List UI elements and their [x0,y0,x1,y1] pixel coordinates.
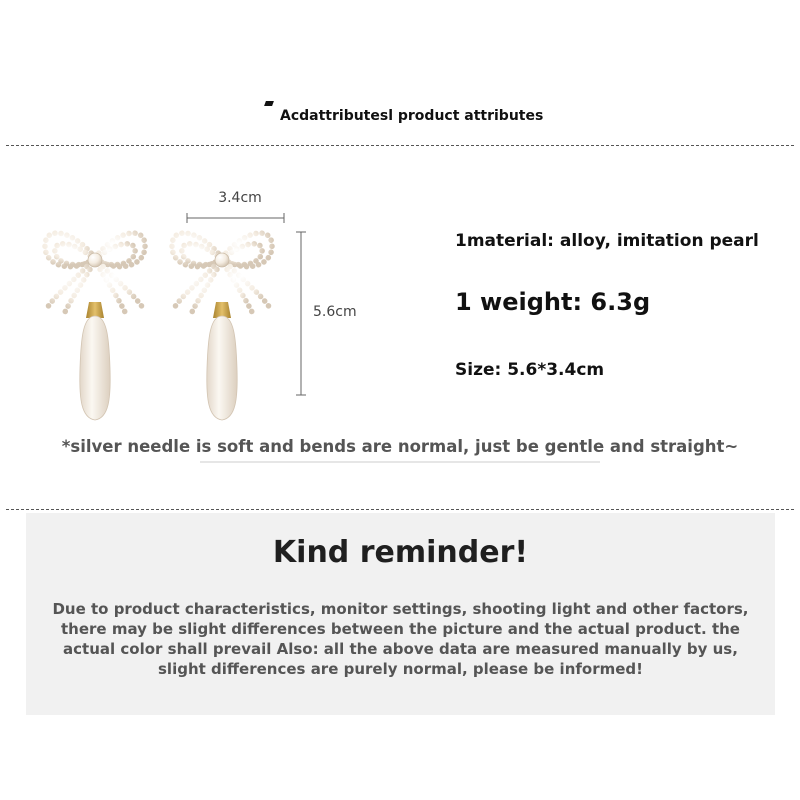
note-underline [200,461,600,463]
left-earring [45,233,145,420]
reminder-line: there may be slight differences between the picture and the actual product. the [61,620,740,638]
material-attribute: 1material: alloy, imitation pearl [455,231,759,251]
reminder-line: actual color shall prevail Also: all the above data are measured manually by us, [63,640,738,658]
section-title: Acdattributesl product attributes [280,108,544,124]
care-note: *silver needle is soft and bends are normal, just be gentle and straight~ [61,437,739,456]
height-dimension-line [296,232,306,395]
height-dimension-label: 5.6cm [313,304,357,320]
reminder-line: slight differences are purely normal, please be informed! [158,660,643,678]
width-dimension-label: 3.4cm [218,190,262,206]
reminder-line: Due to product characteristics, monitor settings, shooting light and other factors, [52,600,749,618]
right-earring [172,233,272,420]
weight-attribute: 1 weight: 6.3g [455,288,651,316]
reminder-body [26,599,775,679]
reminder-title: Kind reminder! [272,535,529,570]
bottom-divider [6,509,794,510]
width-dimension-line [187,213,284,223]
size-attribute: Size: 5.6*3.4cm [455,360,605,380]
